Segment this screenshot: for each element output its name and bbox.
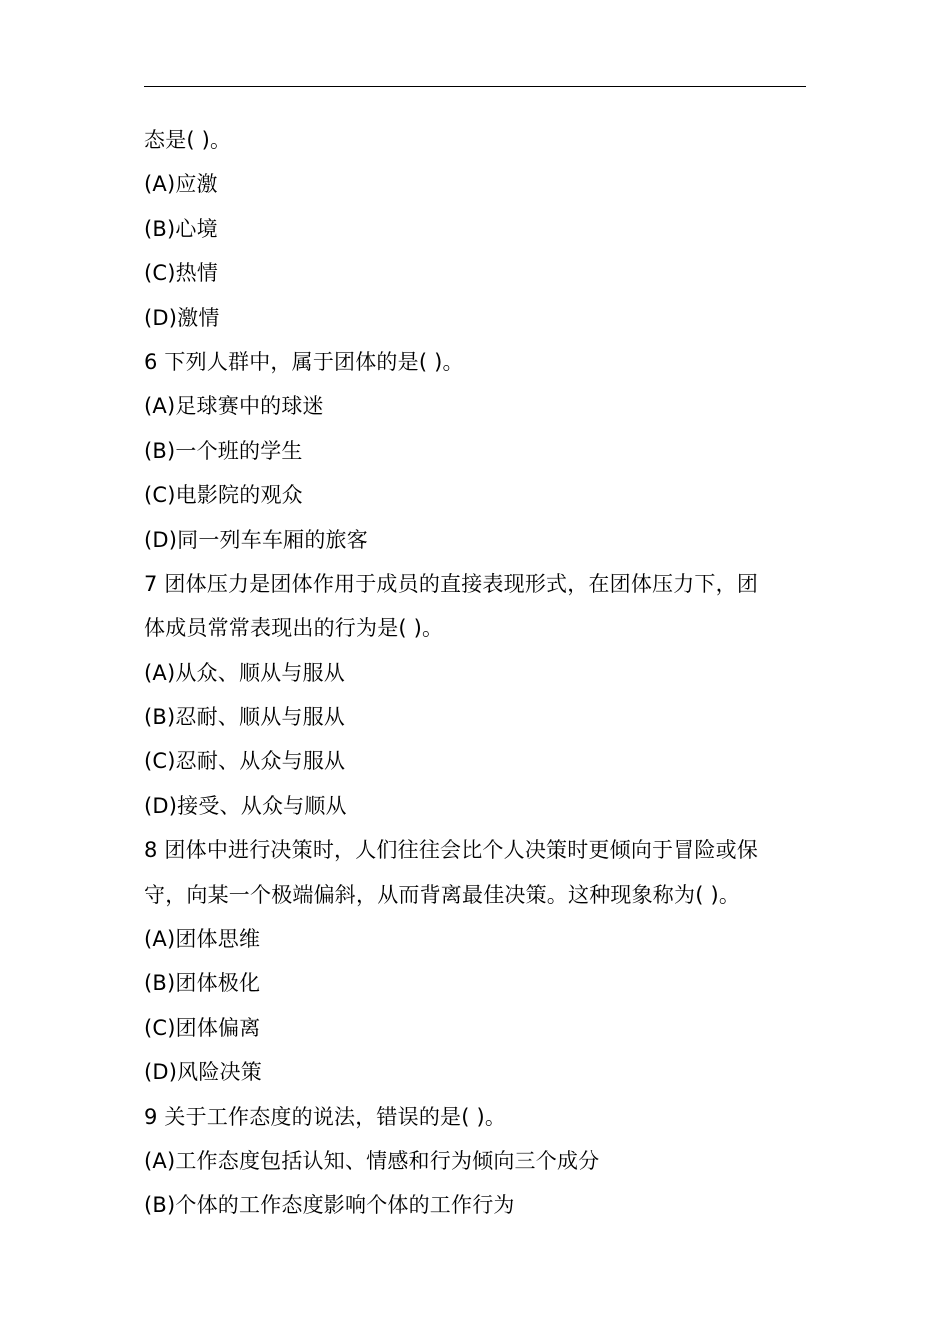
header-rule — [144, 86, 806, 87]
text-line: (A)团体思维 — [144, 927, 261, 952]
text-line: (A)应激 — [144, 172, 218, 197]
text-line: (A)足球赛中的球迷 — [144, 394, 324, 419]
text-line: (C)热情 — [144, 261, 219, 286]
text-line: 守，向某一个极端偏斜，从而背离最佳决策。这种现象称为( )。 — [144, 882, 741, 907]
text-line: (C)忍耐、从众与服从 — [144, 749, 346, 774]
text-line: 9 关于工作态度的说法，错误的是( )。 — [144, 1104, 507, 1129]
text-line: (B)忍耐、顺从与服从 — [144, 705, 345, 730]
text-line: (B)一个班的学生 — [144, 438, 303, 463]
text-line: 态是( )。 — [144, 128, 232, 152]
text-line: (A)从众、顺从与服从 — [144, 660, 345, 685]
text-line: 8 团体中进行决策时，人们往往会比个人决策时更倾向于冒险或保 — [144, 838, 759, 863]
text-line: (C)电影院的观众 — [144, 483, 303, 508]
text-line: (D)同一列车车厢的旅客 — [144, 527, 368, 552]
text-line: (C)团体偏离 — [144, 1015, 261, 1040]
text-line: (D)风险决策 — [144, 1060, 262, 1085]
text-line: 6 下列人群中，属于团体的是( )。 — [144, 349, 464, 374]
text-line: (D)激情 — [144, 305, 220, 330]
document-body — [144, 118, 810, 1228]
text-line: (D)接受、从众与顺从 — [144, 793, 347, 818]
text-line: (B)团体极化 — [144, 971, 261, 996]
text-line: 体成员常常表现出的行为是( )。 — [144, 616, 444, 641]
text-line: (B)个体的工作态度影响个体的工作行为 — [144, 1193, 515, 1218]
text-line: 7 团体压力是团体作用于成员的直接表现形式，在团体压力下，团 — [144, 571, 759, 596]
text-line: (A)工作态度包括认知、情感和行为倾向三个成分 — [144, 1148, 600, 1173]
text-line: (B)心境 — [144, 216, 218, 241]
